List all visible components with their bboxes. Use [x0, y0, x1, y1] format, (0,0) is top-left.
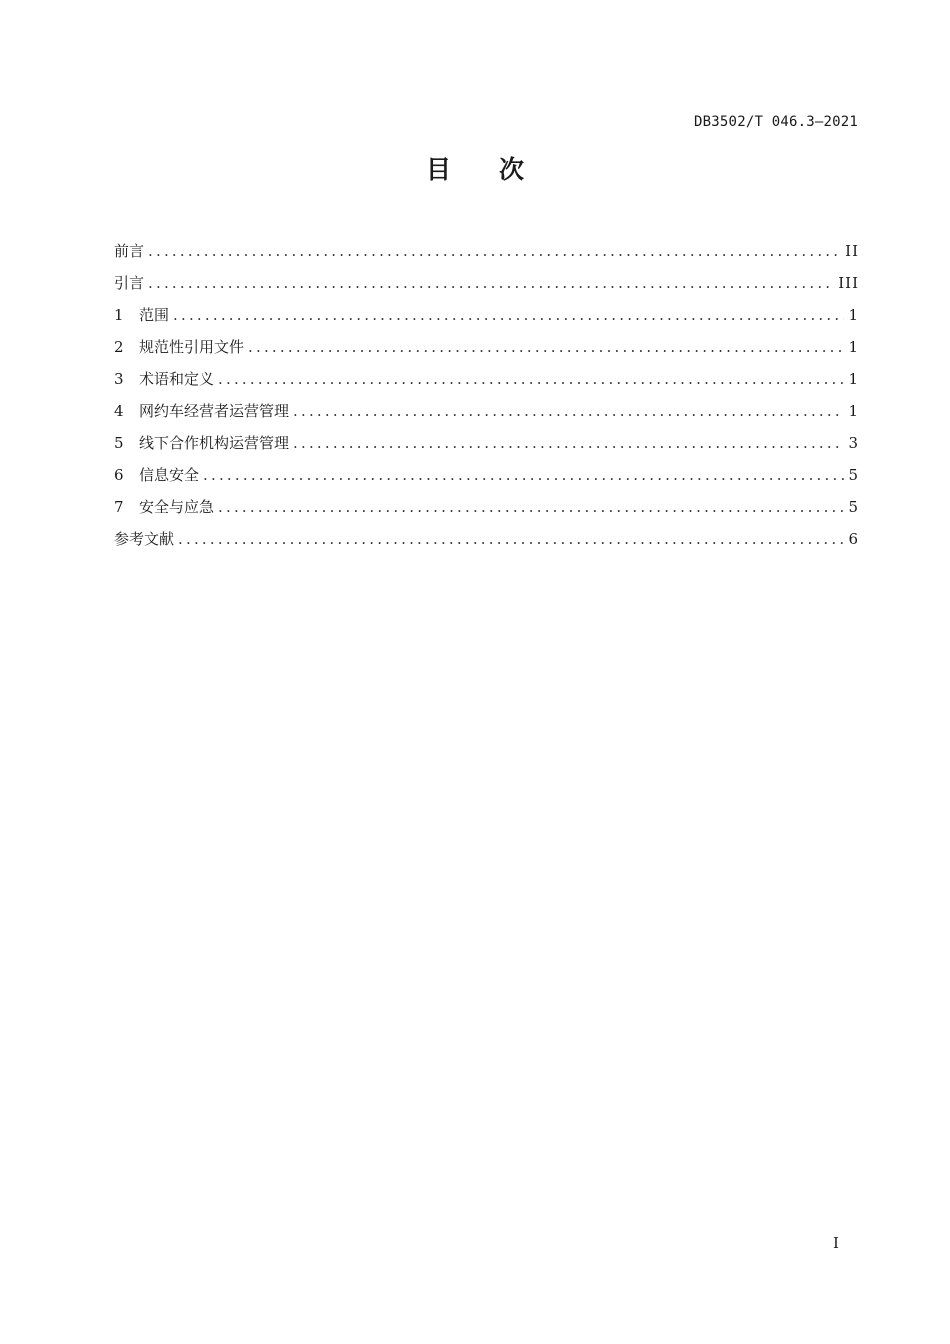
toc-entry-number: 6 — [114, 466, 124, 484]
toc-entry-number: 5 — [114, 434, 124, 452]
dot-leader — [293, 395, 844, 427]
toc-entry-number: 2 — [114, 338, 124, 356]
toc-entry-page: 1 — [848, 402, 859, 420]
toc-entry-number: 7 — [114, 498, 124, 516]
toc-entry-label: 范围 — [139, 306, 170, 324]
toc-entry-label: 术语和定义 — [139, 370, 215, 388]
toc-entry-label: 安全与应急 — [139, 498, 215, 516]
toc-entry-page: 6 — [848, 530, 859, 548]
toc-entry-label: 线下合作机构运营管理 — [139, 434, 290, 452]
toc-entry-label: 引言 — [114, 274, 145, 292]
dot-leader — [173, 299, 844, 331]
toc-entry-normative-references[interactable] — [114, 331, 859, 363]
toc-entry-introduction[interactable] — [114, 267, 859, 299]
toc-entry-safety-emergency[interactable] — [114, 491, 859, 523]
toc-entry-label: 前言 — [114, 242, 145, 260]
toc-entry-operator-management[interactable] — [114, 395, 859, 427]
toc-entry-page: 5 — [848, 498, 859, 516]
toc-entry-scope[interactable] — [114, 299, 859, 331]
toc-entry-page: 5 — [848, 466, 859, 484]
table-of-contents — [114, 235, 859, 555]
toc-entry-label: 网约车经营者运营管理 — [139, 402, 290, 420]
title-char-1: 目 — [425, 155, 451, 184]
dot-leader — [178, 523, 844, 555]
dot-leader — [293, 427, 844, 459]
toc-entry-number: 1 — [114, 306, 124, 324]
toc-entry-page: III — [838, 274, 859, 292]
dot-leader — [218, 491, 844, 523]
title-char-2: 次 — [499, 155, 525, 184]
toc-entry-bibliography[interactable] — [114, 523, 859, 555]
toc-entry-page: II — [845, 242, 859, 260]
toc-entry-partner-management[interactable] — [114, 427, 859, 459]
page-number: I — [833, 1234, 839, 1252]
dot-leader — [148, 267, 834, 299]
toc-entry-number: 4 — [114, 402, 124, 420]
toc-entry-label: 信息安全 — [139, 466, 200, 484]
toc-entry-foreword[interactable] — [114, 235, 859, 267]
page-title — [0, 150, 950, 190]
toc-entry-terms-definitions[interactable] — [114, 363, 859, 395]
toc-entry-page: 3 — [848, 434, 859, 452]
toc-entry-number: 3 — [114, 370, 124, 388]
toc-entry-page: 1 — [848, 306, 859, 324]
document-code: DB3502/T 046.3—2021 — [694, 114, 858, 130]
dot-leader — [218, 363, 844, 395]
toc-entry-page: 1 — [848, 370, 859, 388]
dot-leader — [248, 331, 844, 363]
toc-entry-information-security[interactable] — [114, 459, 859, 491]
dot-leader — [203, 459, 844, 491]
toc-entry-label: 参考文献 — [114, 530, 175, 548]
toc-entry-label: 规范性引用文件 — [139, 338, 245, 356]
toc-entry-page: 1 — [848, 338, 859, 356]
dot-leader — [148, 235, 841, 267]
